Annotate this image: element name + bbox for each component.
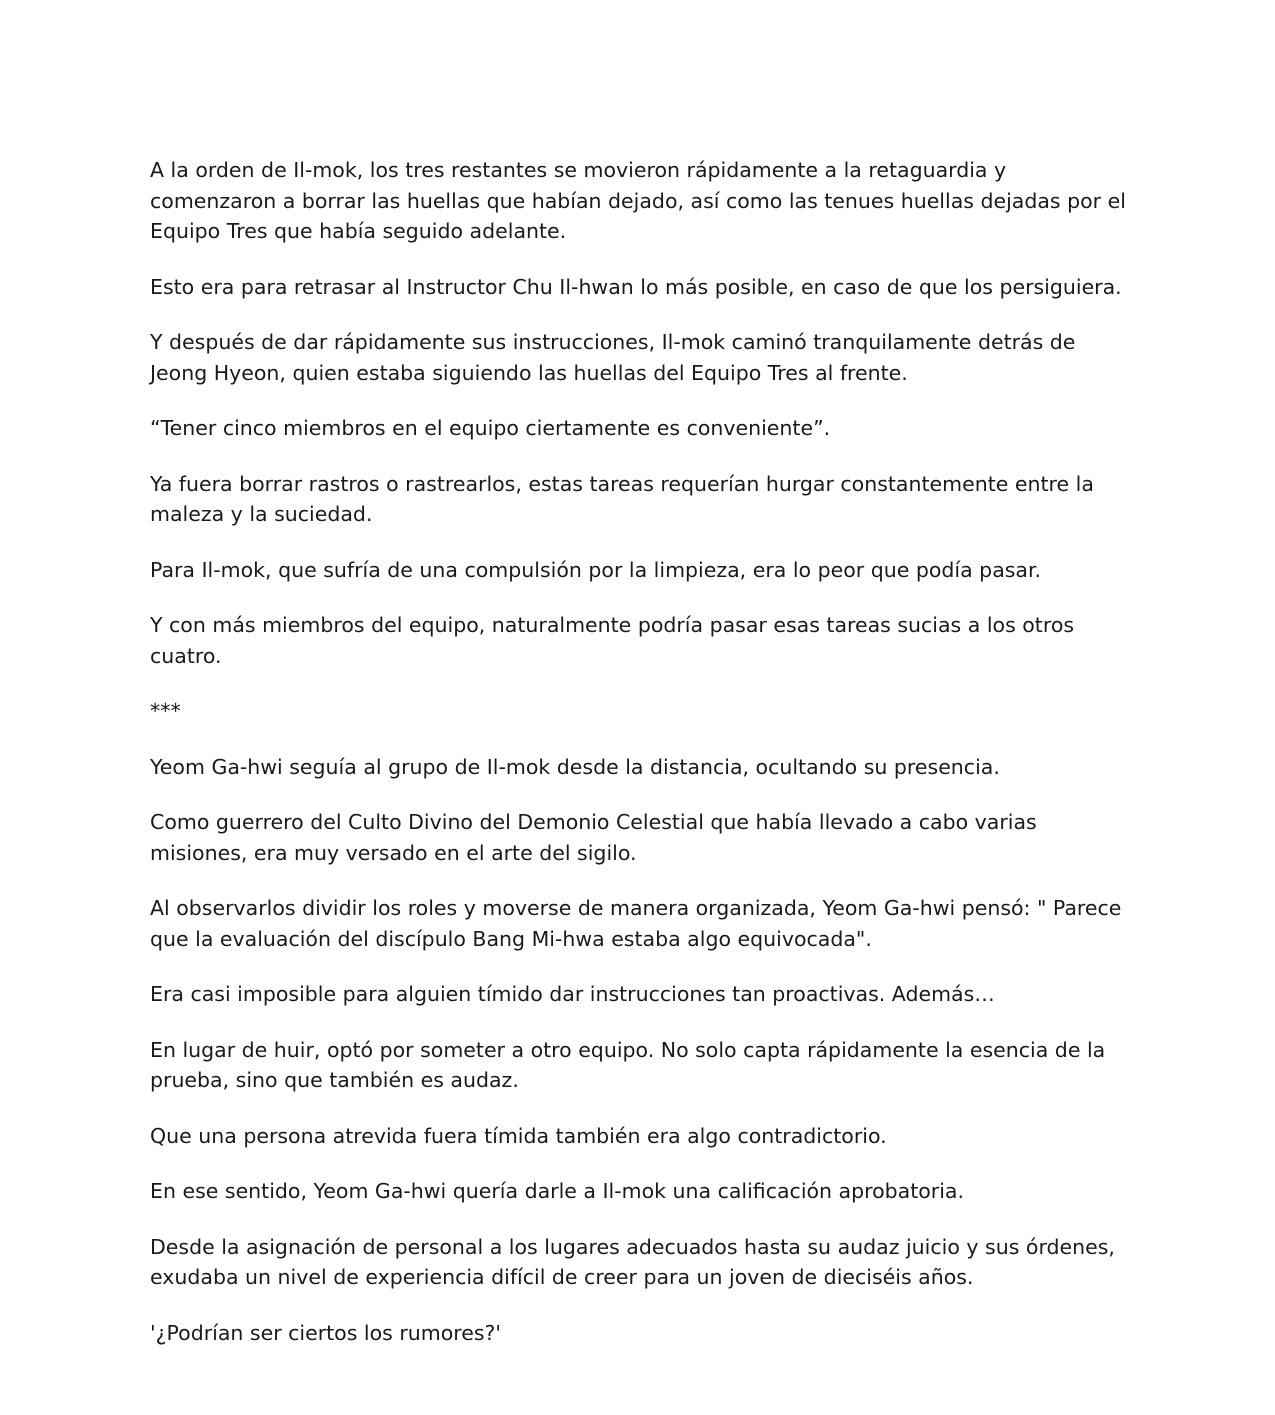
- body-text: [150, 155, 1130, 1373]
- paragraph: Esto era para retrasar al Instructor Chu Il-hwan lo más posible, en caso de que los persiguiera.: [150, 274, 1122, 299]
- paragraph: Era casi imposible para alguien tímido dar instrucciones tan proactivas. Además…: [150, 982, 995, 1006]
- paragraph: A la orden de Il-mok, los tres restantes se movieron rápidamente a la retaguardia y comenzaron a borrar las huellas que habían dejado, así como las tenues huellas dejadas por el Equipo Tres que había seguido adelante.: [150, 158, 1126, 243]
- paragraph: “Tener cinco miembros en el equipo ciertamente es conveniente”.: [150, 416, 831, 440]
- paragraph: En lugar de huir, optó por someter a otro equipo. No solo capta rápidamente la esencia de la prueba, sino que también es audaz.: [150, 1037, 1106, 1092]
- paragraph: Y con más miembros del equipo, naturalmente podría pasar esas tareas sucias a los otros cuatro.: [150, 613, 1075, 668]
- paragraph: Desde la asignación de personal a los lugares adecuados hasta su audaz juicio y sus órdenes, exudaba un nivel de experiencia difícil de creer para un joven de dieciséis años.: [150, 1234, 1115, 1289]
- paragraph: '¿Podrían ser ciertos los rumores?': [150, 1320, 502, 1345]
- paragraph: En ese sentido, Yeom Ga-hwi quería darle a Il-mok una calificación aprobatoria.: [150, 1179, 965, 1203]
- paragraph: Ya fuera borrar rastros o rastrearlos, estas tareas requerían hurgar constantemente entre la maleza y la suciedad.: [150, 471, 1094, 526]
- paragraph: Y después de dar rápidamente sus instrucciones, Il-mok caminó tranquilamente detrás de Jeong Hyeon, quien estaba siguiendo las huellas del Equipo Tres al frente.: [150, 330, 1076, 385]
- scene-break: ***: [150, 699, 181, 723]
- paragraph: Al observarlos dividir los roles y moverse de manera organizada, Yeom Ga-hwi pensó: " Parece que la evaluación del discípulo Bang Mi-hwa estaba algo equivocada".: [150, 896, 1122, 951]
- paragraph: Que una persona atrevida fuera tímida también era algo contradictorio.: [150, 1123, 887, 1148]
- paragraph: Como guerrero del Culto Divino del Demonio Celestial que había llevado a cabo varias misiones, era muy versado en el arte del sigilo.: [150, 810, 1037, 865]
- paragraph: Para Il-mok, que sufría de una compulsión por la limpieza, era lo peor que podía pasar.: [150, 557, 1042, 582]
- paragraph: Yeom Ga-hwi seguía al grupo de Il-mok desde la distancia, ocultando su presencia.: [150, 754, 1000, 779]
